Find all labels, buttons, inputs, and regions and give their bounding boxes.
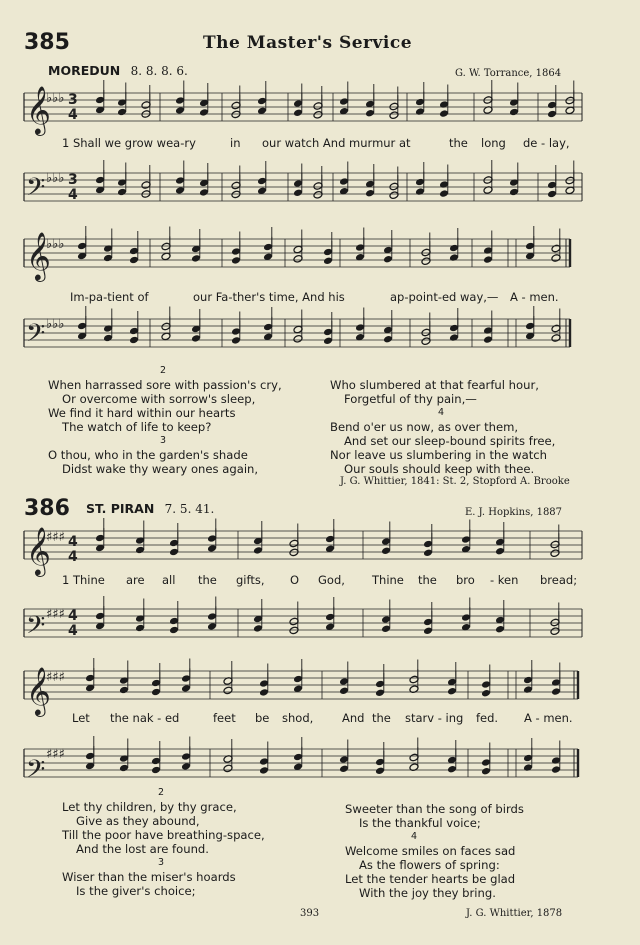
h385-text-credit: J. G. Whittier, 1841: St. 2, Stopford A. Brooke: [340, 476, 570, 487]
h386-tune-name: ST. PIRAN: [86, 501, 155, 516]
lyric-word: are: [126, 573, 145, 587]
verse-line: Didst wake thy weary ones again,: [62, 462, 259, 476]
treble-clef-icon: 𝄞: [26, 526, 51, 575]
treble-clef-icon: 𝄞: [26, 231, 51, 280]
lyric-word: A - men.: [510, 290, 559, 304]
lyric-word: long: [481, 136, 506, 150]
flat-icon: ♭♭♭: [46, 91, 65, 106]
h386-time-sig-top: 4: [68, 534, 78, 550]
h386-verses-right: [345, 802, 524, 900]
lyric-word: bro: [456, 573, 475, 587]
h386-number: 386: [24, 496, 70, 521]
h385-meter: 8. 8. 8. 6.: [130, 64, 188, 78]
bass-clef-icon: 𝄢: [26, 173, 46, 208]
lyric-word: our watch And murmur at: [262, 136, 411, 150]
h385-composer: G. W. Torrance, 1864: [455, 68, 562, 79]
h386-verses-left: [62, 786, 265, 898]
verse-line: Welcome smiles on faces sad: [345, 844, 516, 858]
verse-line: Is the thankful voice;: [359, 816, 481, 830]
verse-line: Wiser than the miser's hoards: [62, 870, 236, 884]
verse-line: Our souls should keep with thee.: [344, 462, 535, 476]
verse-line: Bend o'er us now, as over them,: [330, 420, 519, 434]
lyric-word: Let: [72, 711, 90, 725]
h386-composer: E. J. Hopkins, 1887: [465, 507, 563, 518]
verse-line: The watch of life to keep?: [62, 420, 212, 434]
sharp-icon: ♯♯♯: [46, 530, 65, 545]
verse-line: Let the tender hearts be glad: [345, 872, 516, 886]
verse-line: With the joy they bring.: [359, 886, 496, 900]
lyric-word: the: [449, 136, 468, 150]
lyric-word: be: [255, 711, 270, 725]
flat-icon: ♭♭♭: [46, 237, 65, 252]
h385-time-sig-bottom: 4: [68, 107, 78, 123]
lyric-word: the nak - ed: [110, 711, 180, 725]
lyric-word: And: [342, 711, 365, 725]
lyric-word: feet: [213, 711, 236, 725]
h386-time-sig-bottom: 4: [68, 549, 78, 565]
lyric-word: 1 Shall we grow wea-ry: [62, 136, 196, 150]
verse-line: And set our sleep-bound spirits free,: [344, 434, 556, 448]
lyric-word: - ken: [490, 573, 519, 587]
h386-bass-time-sig-bottom: 4: [68, 623, 78, 639]
lyric-word: the: [372, 711, 391, 725]
verse-number: 3: [158, 857, 165, 868]
bass-clef-icon: 𝄢: [26, 319, 46, 354]
verse-line: And the lost are found.: [76, 842, 209, 856]
h386-text-credit: J. G. Whittier, 1878: [466, 908, 563, 919]
section-title: The Master's Service: [203, 33, 413, 53]
verse-line: When harrassed sore with passion's cry,: [48, 378, 282, 392]
verse-number: 4: [438, 407, 445, 418]
h386-system-2-treble-staff: [24, 671, 578, 699]
verse-line: Give as they abound,: [76, 814, 200, 828]
h385-verses-left: [48, 364, 282, 476]
verse-line: Forgetful of thy pain,—: [344, 392, 477, 406]
lyric-word: all: [162, 573, 176, 587]
verse-line: As the flowers of spring:: [359, 858, 500, 872]
treble-clef-icon: 𝄞: [26, 666, 51, 715]
verse-line: Or overcome with sorrow's sleep,: [62, 392, 256, 406]
h385-system-1-treble-staff: [24, 93, 582, 121]
bass-clef-icon: 𝄢: [26, 755, 46, 790]
verse-number: 4: [411, 831, 418, 842]
verse-line: O thou, who in the garden's shade: [48, 448, 248, 462]
verse-line: Till the poor have breathing-space,: [62, 828, 265, 842]
lyric-word: God,: [318, 573, 345, 587]
lyric-word: starv - ing: [405, 711, 464, 725]
verse-line: Who slumbered at that fearful hour,: [330, 378, 539, 392]
flat-icon: ♭♭♭: [46, 317, 65, 332]
sharp-icon: ♯♯♯: [46, 670, 65, 685]
verse-line: Let thy children, by thy grace,: [62, 800, 237, 814]
h385-system-1-bass-staff: [24, 173, 582, 201]
h386-tune-line: [86, 501, 214, 516]
lyric-word: ap-point-ed way,—: [390, 290, 499, 304]
lyric-word: de - lay,: [523, 136, 570, 150]
flat-icon: ♭♭♭: [46, 171, 65, 186]
bass-clef-icon: 𝄢: [26, 611, 46, 646]
verse-number: 2: [160, 365, 167, 376]
lyric-word: 1 Thine: [62, 573, 105, 587]
lyric-word: bread;: [540, 573, 578, 587]
verse-line: We find it hard within our hearts: [48, 406, 236, 420]
verse-line: Is the giver's choice;: [76, 884, 196, 898]
verse-number: 2: [158, 787, 165, 798]
lyric-word: gifts,: [236, 573, 265, 587]
verse-line: Nor leave us slumbering in the watch: [330, 448, 548, 462]
h385-tune-name: MOREDUN: [48, 63, 121, 78]
page-number: 393: [300, 908, 320, 919]
lyric-word: Im-pa-tient of: [70, 290, 149, 304]
h386-bass-time-sig-top: 4: [68, 608, 78, 624]
sharp-icon: ♯♯♯: [46, 607, 65, 622]
h385-bass-time-sig-bottom: 4: [68, 187, 78, 203]
lyric-word: fed.: [476, 711, 499, 725]
lyric-word: the: [418, 573, 437, 587]
verse-line: Sweeter than the song of birds: [345, 802, 524, 816]
verse-number: 3: [160, 435, 167, 446]
treble-clef-icon: 𝄞: [26, 85, 51, 134]
lyric-word: in: [230, 136, 241, 150]
lyric-word: the: [198, 573, 217, 587]
h386-system-2-bass-staff: [24, 749, 578, 777]
sharp-icon: ♯♯♯: [46, 747, 65, 762]
lyric-word: shod,: [282, 711, 314, 725]
h385-time-sig-top: 3: [68, 92, 78, 108]
h386-meter: 7. 5. 41.: [164, 502, 215, 516]
page-hymn-number: 385: [24, 30, 70, 55]
h385-verses-right: [330, 378, 555, 476]
lyric-word: A - men.: [524, 711, 573, 725]
h385-bass-time-sig-top: 3: [68, 172, 78, 188]
lyric-word: Thine: [372, 573, 404, 587]
lyric-word: O: [290, 573, 300, 587]
lyric-word: our Fa-ther's time, And his: [193, 290, 345, 304]
